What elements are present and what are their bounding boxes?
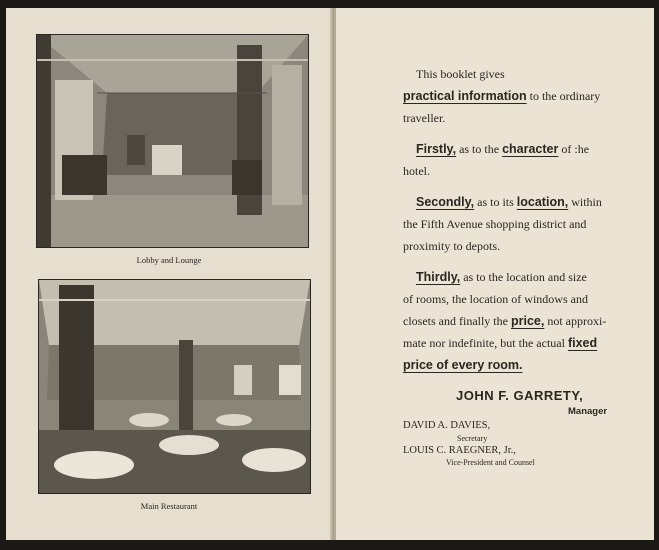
keyword-location: location, [516, 195, 569, 209]
p4-text-4: not approxi- [547, 314, 607, 328]
p4-text-3: closets and finally the [403, 314, 508, 328]
p4-text-1: as to the location and size [463, 270, 587, 284]
p4-line-2 [403, 289, 588, 311]
intro-line [416, 64, 505, 86]
restaurant-photo [38, 279, 311, 494]
p4-line-3 [403, 311, 606, 333]
p1-text-2: traveller. [403, 111, 446, 125]
restaurant-caption: Main Restaurant [140, 501, 198, 511]
vice-president-name: LOUIS C. RAEGNER, Jr., [403, 445, 516, 456]
lobby-photo [36, 34, 309, 248]
keyword-fixed: fixed [567, 336, 598, 350]
keyword-secondly: Secondly, [416, 195, 475, 209]
signer-role: Manager [568, 406, 608, 417]
p3-line-1 [416, 192, 602, 214]
keyword-price-of-every-room: price of every room. [403, 358, 523, 372]
vice-president-role: Vice-President and Counsel [446, 458, 535, 467]
keyword-character: character [502, 142, 559, 156]
keyword-firstly: Firstly, [416, 142, 457, 156]
p2-text-3: hotel. [403, 164, 430, 178]
p3-line-2 [403, 214, 586, 236]
keyword-price: price, [510, 314, 545, 328]
lobby-caption: Lobby and Lounge [136, 255, 202, 265]
p4-line-4 [403, 333, 597, 355]
p3-text-1: as to its [477, 195, 514, 209]
p4-line-5 [403, 355, 523, 377]
left-page [6, 8, 332, 540]
signer-name: JOHN F. GARRETY, [456, 388, 584, 403]
keyword-thirdly: Thirdly, [416, 270, 461, 284]
p3-line-3 [403, 236, 500, 258]
p2-line-1 [416, 139, 589, 161]
p2-text-1: as to the [459, 142, 500, 156]
p4-line-1 [416, 267, 587, 289]
p3-text-3: the Fifth Avenue shopping district and [403, 217, 587, 231]
p1-line-1 [403, 86, 600, 108]
intro-text: This booklet gives [416, 67, 505, 81]
p1-text-1: to the ordinary [529, 89, 601, 103]
p4-text-5: mate nor indefinite, but the actual [403, 336, 565, 350]
p2-line-2 [403, 161, 430, 183]
p3-text-4: proximity to depots. [403, 239, 500, 253]
keyword-practical-information: practical information [403, 89, 527, 103]
p3-text-2: within [571, 195, 602, 209]
secretary-name: DAVID A. DAVIES, [403, 420, 491, 431]
p2-text-2: of :he [561, 142, 590, 156]
p1-line-2 [403, 108, 445, 130]
p4-text-2: of rooms, the location of windows and [403, 292, 588, 306]
right-page [336, 8, 654, 540]
secretary-role: Secretary [457, 434, 488, 443]
